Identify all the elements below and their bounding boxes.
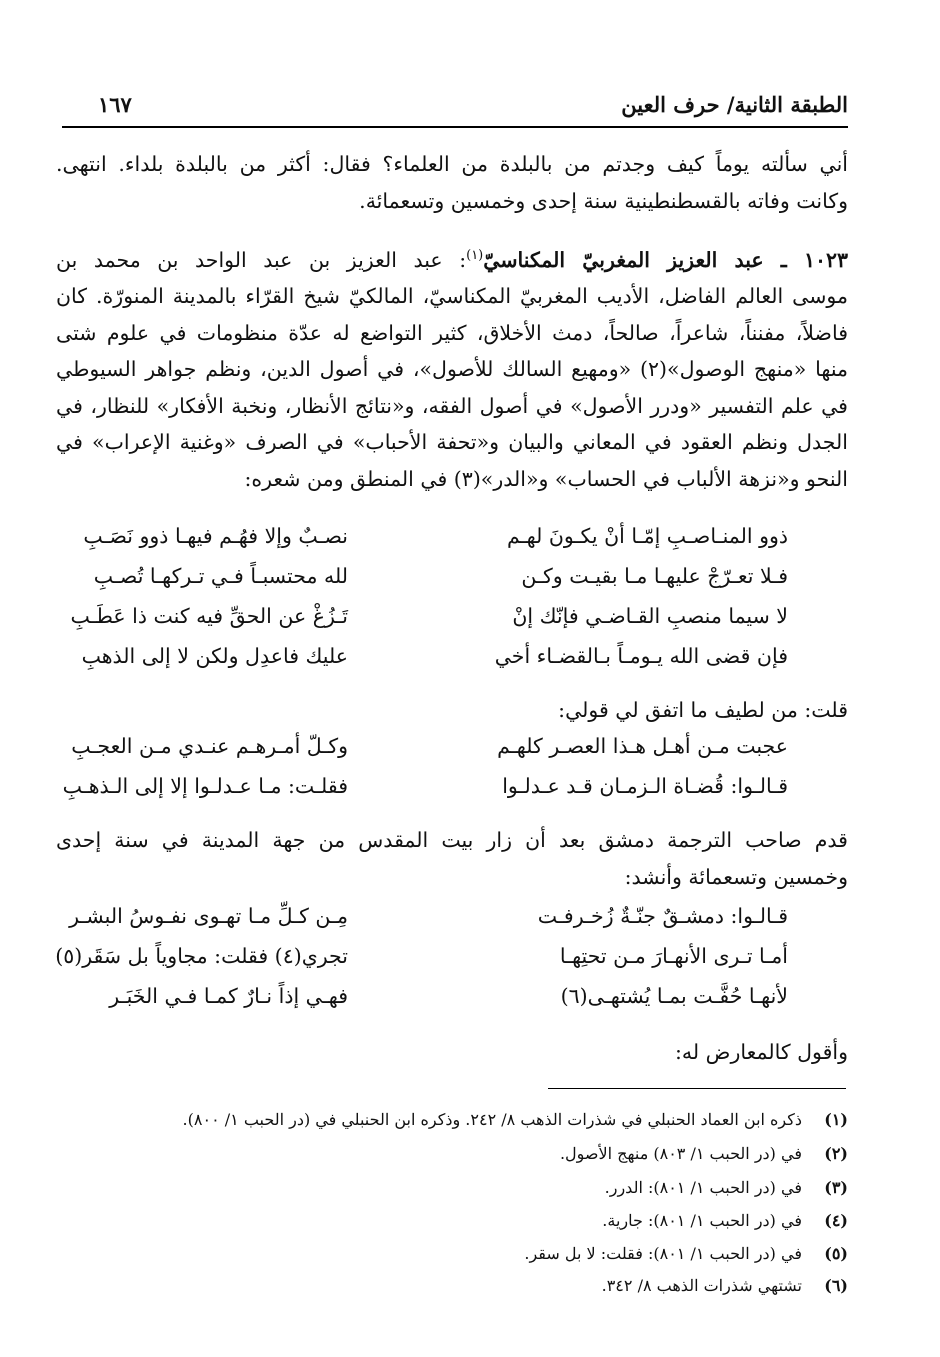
footnote-number: (٤) xyxy=(824,1211,848,1230)
footnote-number: (٥) xyxy=(824,1244,848,1263)
text-line: في علم التفسير «ودرر الأصول» في أصول الفقه، و«نتائج الأنظار، ونخبة الأفكار» للنظار، في xyxy=(56,393,848,418)
verse-second-hemistich: فهـي إذاً نـارٌ كمـا فـي الخَبَـر xyxy=(109,984,348,1008)
footnote xyxy=(68,1276,848,1295)
footnote-ref: (١) xyxy=(466,248,484,263)
verse-second-hemistich: تَـزُغْ عن الحقِّ فيه كنت ذا عَطَـبِ xyxy=(70,604,348,628)
footnote-text: في (در الحبب ١/ ٨٠١): فقلت: لا بل سقر. xyxy=(524,1244,802,1263)
verse-first-hemistich: أمـا تـرى الأنهـارَ مـن تحتِهـا xyxy=(559,944,788,968)
text-line: الجدل ونظم العقود في المعاني والبيان و«تحفة الأحباب» في الصرف «وغنية الإعراب» في xyxy=(56,430,848,455)
footnote-text: تشتهي شذرات الذهب ٨/ ٣٤٢. xyxy=(601,1276,802,1295)
text-line: وكانت وفاته بالقسطنطينية سنة إحدى وخمسين وتسعمائة. xyxy=(359,188,848,213)
verse-second-hemistich: لله محتسبـاً فـي تـركهـا تُصـبِ xyxy=(93,564,348,588)
footnote-number: (٣) xyxy=(824,1178,848,1197)
footnote-number: (٦) xyxy=(824,1276,848,1295)
verse-second-hemistich: مِـن كـلِّ مـا تهـوى نفـوسُ البشـر xyxy=(69,904,348,928)
verse-second-hemistich: فقلـت: مـا عـدلـوا إلا إلى الـذهـبِ xyxy=(62,774,348,798)
text-line: موسى العالم الفاضل، الأديب المغربيّ المكناسيّ، المالكيّ شيخ القرّاء بالمدينة المنورّة. كان xyxy=(56,284,848,309)
page-number: ١٦٧ xyxy=(98,92,132,117)
text-line: منها «منهج الوصول»(٢) «ومهيع السالك للأصول»، في أصول الدين، ونظم جواهر السيوطي xyxy=(56,357,849,382)
verse-second-hemistich: نصـبٌ وإلا فهُـم فيهـا ذوو نَصَـبِ xyxy=(83,524,348,548)
footnote-number: (٢) xyxy=(824,1144,848,1163)
verse-first-hemistich: لا سيما منصبِ القـاضـي فإنّك إنْ xyxy=(512,604,788,628)
running-header-title: الطبقة الثانية/ حرف العين xyxy=(621,92,848,117)
verse-first-hemistich: عجبت مـن أهـل هـذا العصـر كلهـم xyxy=(497,734,788,758)
text-line: وخمسين وتسعمائة وأنشد: xyxy=(624,864,848,889)
verse-first-hemistich: فإن قضى الله يـومـاً بـالقضـاء أخي xyxy=(494,644,788,668)
text-line: وأقول كالمعارض له: xyxy=(675,1040,848,1064)
footnote-separator xyxy=(548,1088,846,1089)
footnote-text: في (در الحبب ١/ ٨٠٣) منهج الأصول. xyxy=(559,1144,802,1163)
footnote-text: في (در الحبب ١/ ٨٠١): جارية. xyxy=(602,1211,802,1230)
verse-first-hemistich: ذوو المنـاصـبِ إمّـا أنْ يكـونَ لهـم xyxy=(507,524,788,548)
entry-title: ١٠٢٣ ـ عبد العزيز المغربيّ المكناسيّ xyxy=(483,247,848,272)
footnote-text: في (در الحبب ١/ ٨٠١): الدرر. xyxy=(604,1178,802,1197)
text-line: فاضلاً، مفنناً، شاعراً، صالحاً، دمث الأخلاق، كثير التواضع له عدّة منظومات في علوم شتى xyxy=(56,320,848,345)
verse-second-hemistich: عليك فاعدِل ولكن لا إلى الذهبِ xyxy=(81,644,348,668)
verse-first-hemistich: لأنهـا حُفَّـت بمـا يُشتهـى(٦) xyxy=(560,984,788,1008)
intro-paragraph xyxy=(56,146,848,219)
paragraph xyxy=(56,822,848,895)
footnote xyxy=(68,1211,848,1230)
text-line: قدم صاحب الترجمة دمشق بعد أن زار بيت المقدس من جهة المدينة في سنة إحدى xyxy=(56,828,848,852)
footnote-text: ذكره ابن العماد الحنبلي في شذرات الذهب ٨/ ٢٤٢. وذكره ابن الحنبلي في (در الحبب ١/ ٨٠٠). xyxy=(182,1110,802,1129)
footnote xyxy=(68,1244,848,1263)
footnote xyxy=(68,1144,848,1163)
footnote-number: (١) xyxy=(824,1110,848,1129)
verse-second-hemistich: وكـلّ أمـرهـم عنـدي مـن العجـبِ xyxy=(71,734,348,758)
text-line: : عبد العزيز بن عبد الواحد بن محمد بن xyxy=(56,247,467,272)
entry-paragraph xyxy=(56,238,848,497)
said-line-block xyxy=(56,692,848,729)
text-line: قلت: من لطيف ما اتفق لي قولي: xyxy=(558,698,848,722)
verse-second-hemistich: تجري(٤) فقلت: مجاوياً بل سَقَر(٥) xyxy=(55,944,348,968)
footnote xyxy=(68,1110,848,1129)
text-line: أني سألته يوماً كيف وجدتم من بالبلدة من العلماء؟ فقال: أكثر من بالبلدة بلداء. انتهى. xyxy=(56,152,848,176)
verse-first-hemistich: فـلا تعـرّجْ عليهـا مـا بقيـت وكـن xyxy=(521,564,788,588)
header-rule xyxy=(62,126,848,128)
verse-first-hemistich: قـالـوا: دمشـقٌ جنّـةٌ زُخـرفـت xyxy=(537,904,788,928)
closing-line-block xyxy=(56,1034,848,1071)
text-line: النحو و«نزهة الألباب في الحساب» و«الدر»(٣) في المنطق ومن شعره: xyxy=(244,466,848,491)
entry-heading-line xyxy=(56,238,848,278)
verse-first-hemistich: قـالـوا: قُضـاة الـزمـان قـد عـدلـوا xyxy=(502,774,788,798)
footnote xyxy=(68,1178,848,1197)
